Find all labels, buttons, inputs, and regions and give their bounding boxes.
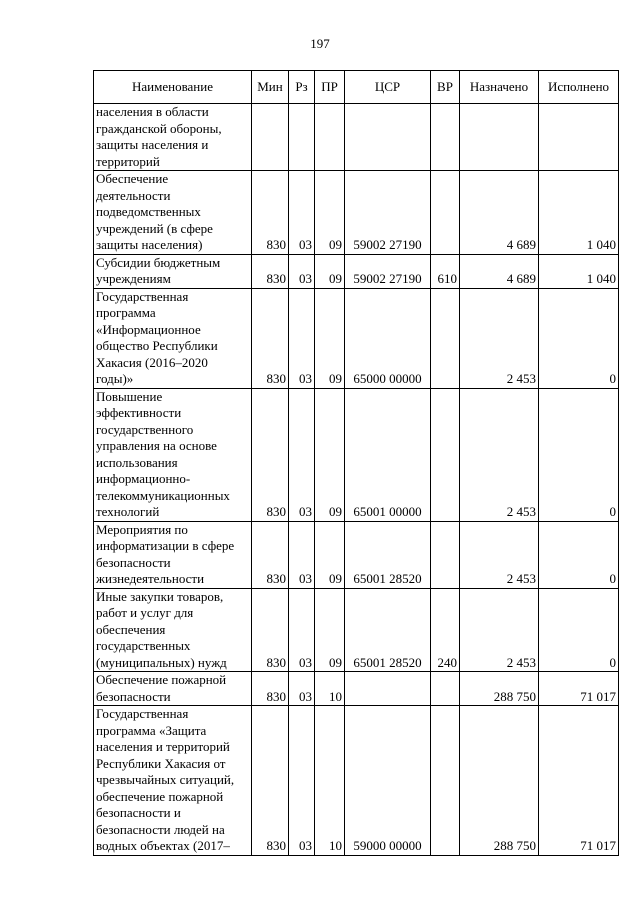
cell-min: 830 xyxy=(252,588,289,672)
header-assigned: Назначено xyxy=(460,71,539,104)
cell-rz: 03 xyxy=(289,706,315,856)
cell-rz: 03 xyxy=(289,288,315,388)
header-csr: ЦСР xyxy=(345,71,431,104)
cell-name: населения в области гражданской обороны, защиты населения и территорий xyxy=(94,104,252,171)
table-row xyxy=(94,672,619,706)
cell-csr: 65000 00000 xyxy=(345,288,431,388)
cell-assigned: 4 689 xyxy=(460,171,539,255)
cell-pr: 10 xyxy=(315,672,345,706)
cell-assigned xyxy=(460,104,539,171)
cell-assigned: 2 453 xyxy=(460,521,539,588)
cell-rz xyxy=(289,104,315,171)
cell-min: 830 xyxy=(252,672,289,706)
cell-assigned: 4 689 xyxy=(460,254,539,288)
cell-vr xyxy=(431,388,460,521)
cell-pr: 09 xyxy=(315,521,345,588)
table-row xyxy=(94,254,619,288)
cell-csr: 59002 27190 xyxy=(345,254,431,288)
cell-executed: 71 017 xyxy=(539,706,619,856)
cell-executed: 71 017 xyxy=(539,672,619,706)
cell-csr: 65001 00000 xyxy=(345,388,431,521)
budget-table xyxy=(93,70,619,856)
header-name: Наименование xyxy=(94,71,252,104)
cell-name: Государственная программа «Защита населения и территорий Республики Хакасия от чрезвычайных ситуаций, обеспечение пожарной безопасности и безопасности людей на водных объектах (2017– xyxy=(94,706,252,856)
cell-vr xyxy=(431,706,460,856)
cell-vr xyxy=(431,288,460,388)
cell-executed xyxy=(539,104,619,171)
cell-pr xyxy=(315,104,345,171)
table-row xyxy=(94,171,619,255)
header-pr: ПР xyxy=(315,71,345,104)
header-vr: ВР xyxy=(431,71,460,104)
cell-name: Государственная программа «Информационное общество Республики Хакасия (2016–2020 годы)» xyxy=(94,288,252,388)
cell-min: 830 xyxy=(252,171,289,255)
cell-pr: 09 xyxy=(315,254,345,288)
cell-pr: 09 xyxy=(315,588,345,672)
table-row xyxy=(94,288,619,388)
cell-assigned: 288 750 xyxy=(460,672,539,706)
cell-assigned: 2 453 xyxy=(460,388,539,521)
cell-pr: 09 xyxy=(315,288,345,388)
cell-csr: 59002 27190 xyxy=(345,171,431,255)
header-executed: Исполнено xyxy=(539,71,619,104)
cell-csr xyxy=(345,672,431,706)
cell-executed: 1 040 xyxy=(539,254,619,288)
cell-vr xyxy=(431,672,460,706)
cell-min xyxy=(252,104,289,171)
cell-assigned: 2 453 xyxy=(460,588,539,672)
cell-pr: 09 xyxy=(315,388,345,521)
cell-csr xyxy=(345,104,431,171)
cell-vr xyxy=(431,104,460,171)
cell-name: Обеспечение пожарной безопасности xyxy=(94,672,252,706)
cell-min: 830 xyxy=(252,388,289,521)
cell-rz: 03 xyxy=(289,588,315,672)
cell-pr: 09 xyxy=(315,171,345,255)
cell-rz: 03 xyxy=(289,521,315,588)
cell-pr: 10 xyxy=(315,706,345,856)
cell-min: 830 xyxy=(252,254,289,288)
table-row xyxy=(94,588,619,672)
cell-name: Субсидии бюджетным учреждениям xyxy=(94,254,252,288)
table-row xyxy=(94,388,619,521)
table-header-row xyxy=(94,71,619,104)
cell-min: 830 xyxy=(252,521,289,588)
cell-min: 830 xyxy=(252,706,289,856)
page-number: 197 xyxy=(310,36,330,51)
header-min: Мин xyxy=(252,71,289,104)
cell-vr xyxy=(431,171,460,255)
cell-vr: 240 xyxy=(431,588,460,672)
cell-name: Мероприятия по информатизации в сфере безопасности жизнедеятельности xyxy=(94,521,252,588)
cell-csr: 65001 28520 xyxy=(345,521,431,588)
cell-executed: 1 040 xyxy=(539,171,619,255)
table-row xyxy=(94,104,619,171)
cell-vr: 610 xyxy=(431,254,460,288)
cell-executed: 0 xyxy=(539,288,619,388)
cell-csr: 59000 00000 xyxy=(345,706,431,856)
cell-rz: 03 xyxy=(289,388,315,521)
cell-name: Иные закупки товаров, работ и услуг для обеспечения государственных (муниципальных) нужд xyxy=(94,588,252,672)
cell-min: 830 xyxy=(252,288,289,388)
cell-name: Обеспечение деятельности подведомственных учреждений (в сфере защиты населения) xyxy=(94,171,252,255)
cell-assigned: 2 453 xyxy=(460,288,539,388)
table-row xyxy=(94,706,619,856)
table-row xyxy=(94,521,619,588)
cell-csr: 65001 28520 xyxy=(345,588,431,672)
cell-executed: 0 xyxy=(539,521,619,588)
header-rz: Рз xyxy=(289,71,315,104)
cell-rz: 03 xyxy=(289,672,315,706)
cell-name: Повышение эффективности государственного управления на основе использования информационно- телекоммуникационных технологий xyxy=(94,388,252,521)
cell-executed: 0 xyxy=(539,588,619,672)
cell-rz: 03 xyxy=(289,171,315,255)
cell-vr xyxy=(431,521,460,588)
cell-assigned: 288 750 xyxy=(460,706,539,856)
cell-rz: 03 xyxy=(289,254,315,288)
cell-executed: 0 xyxy=(539,388,619,521)
